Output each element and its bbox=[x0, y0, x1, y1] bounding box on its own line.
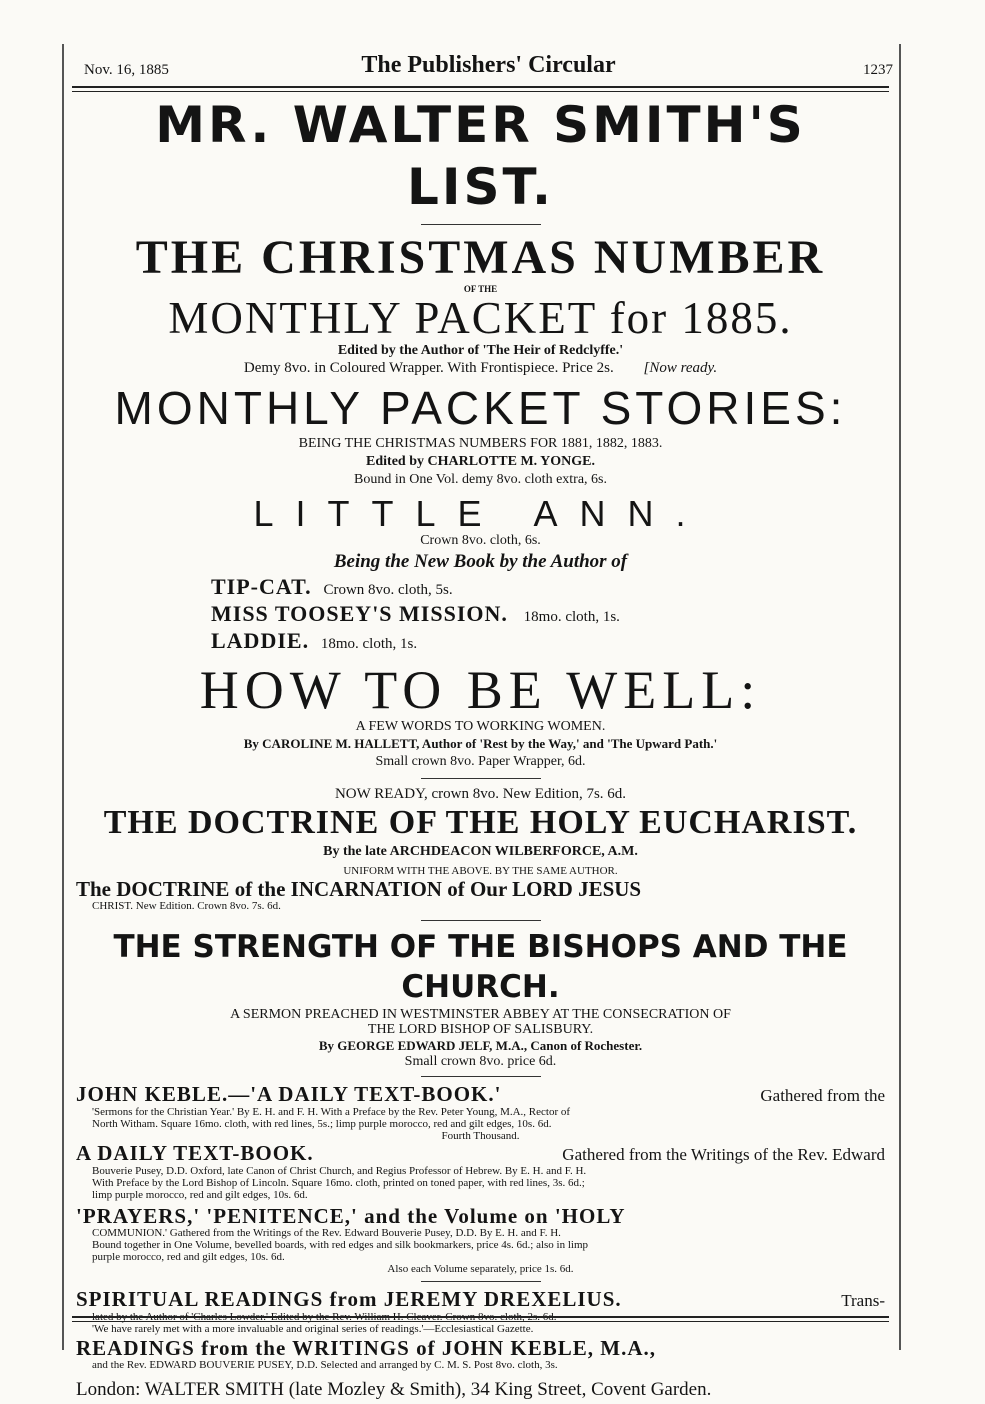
divider bbox=[421, 1076, 541, 1077]
eucharist-uniform: UNIFORM WITH THE ABOVE. BY THE SAME AUTHOR. bbox=[343, 865, 618, 877]
how-to-be-well-format: Small crown 8vo. Paper Wrapper, 6d. bbox=[375, 754, 586, 769]
header-title: The Publishers' Circular bbox=[361, 52, 616, 78]
prayers-line2: Bound together in One Volume, bevelled boards, with red edges and silk bookmarkers, price 4s. 6d.; also in limp bbox=[92, 1239, 589, 1251]
christmas-status: [Now ready. bbox=[643, 360, 718, 376]
stories-being: BEING THE CHRISTMAS NUMBERS FOR 1881, 1882, 1883. bbox=[298, 436, 663, 451]
daily-title-line bbox=[76, 1142, 885, 1165]
incarnation-title: The DOCTRINE of the INCARNATION of Our LORD JESUS bbox=[76, 877, 642, 901]
list-title: MR. WALTER SMITH'S LIST. bbox=[155, 96, 806, 216]
divider bbox=[421, 920, 541, 921]
footer-rule bbox=[72, 1316, 889, 1322]
divider bbox=[421, 224, 541, 225]
advertisement-list bbox=[76, 90, 885, 1403]
how-to-be-well-by: By CAROLINE M. HALLETT, Author of 'Rest by the Way,' and 'The Upward Path.' bbox=[243, 736, 718, 751]
strength-sermon-line2: THE LORD BISHOP OF SALISBURY. bbox=[367, 1022, 594, 1037]
keble-title-line bbox=[76, 1083, 885, 1106]
strength-section bbox=[76, 927, 885, 1077]
daily-title: A DAILY TEXT-BOOK. bbox=[76, 1141, 314, 1165]
christmas-details-line bbox=[76, 359, 885, 377]
stories-section bbox=[76, 381, 885, 489]
book-item-tip-cat bbox=[211, 575, 885, 602]
divider bbox=[421, 1281, 541, 1282]
keble-section bbox=[76, 1083, 885, 1142]
readings-title: READINGS from the WRITINGS of JOHN KEBLE, M.A., bbox=[76, 1336, 657, 1360]
daily-line1: Bouverie Pusey, D.D. Oxford, late Canon of Christ Church, and Regius Professor of Hebrew. By E. H. and F. H. bbox=[92, 1165, 587, 1177]
strength-format: Small crown 8vo. price 6d. bbox=[404, 1054, 557, 1069]
how-to-be-well-title: HOW TO BE WELL: bbox=[199, 660, 762, 720]
prayers-line1: COMMUNION.' Gathered from the Writings of the Rev. Edward Bouverie Pusey, D.D. By E. H. and F. H. bbox=[92, 1227, 561, 1239]
page-header bbox=[84, 50, 893, 80]
keble-line1: 'Sermons for the Christian Year.' By E. H. and F. H. With a Preface by the Rev. Peter Young, M.A., Rector of bbox=[92, 1106, 571, 1118]
right-border-rule bbox=[899, 44, 901, 1350]
divider bbox=[421, 778, 541, 779]
daily-line2: With Preface by the Lord Bishop of Lincoln. Square 16mo. cloth, printed on toned paper, with red lines, 3s. 6d.; bbox=[92, 1177, 585, 1189]
christmas-edited: Edited by the Author of 'The Heir of Redclyffe.' bbox=[337, 343, 624, 358]
christmas-title: THE CHRISTMAS NUMBER bbox=[135, 231, 826, 284]
little-ann-title: LITTLE ANN. bbox=[253, 493, 708, 534]
spiritual-trans: Trans- bbox=[841, 1291, 885, 1310]
book-title: MISS TOOSEY'S MISSION. bbox=[211, 601, 508, 626]
keble-line2: North Witham. Square 16mo. cloth, with red lines, 5s.; limp purple morocco, red and gilt edges, 10s. 6d. bbox=[92, 1118, 552, 1130]
prayers-title: 'PRAYERS,' 'PENITENCE,' and the Volume on 'HOLY bbox=[76, 1204, 626, 1228]
author-book-list bbox=[211, 575, 885, 656]
prayers-section bbox=[76, 1205, 885, 1282]
incarnation-details: CHRIST. New Edition. Crown 8vo. 7s. 6d. bbox=[92, 900, 281, 912]
little-ann-being: Being the New Book by the Author of bbox=[333, 551, 628, 572]
little-ann-section bbox=[76, 495, 885, 656]
header-page-number: 1237 bbox=[863, 62, 893, 78]
strength-by: By GEORGE EDWARD JELF, M.A., Canon of Rochester. bbox=[318, 1038, 643, 1053]
prayers-line3: purple morocco, red and gilt edges, 10s. 6d. bbox=[92, 1251, 285, 1263]
book-format: 18mo. cloth, 1s. bbox=[320, 636, 418, 652]
book-format: Crown 8vo. cloth, 5s. bbox=[323, 582, 453, 598]
stories-title: MONTHLY PACKET STORIES: bbox=[114, 382, 847, 434]
daily-gathered: Gathered from the Writings of the Rev. Edward bbox=[562, 1145, 885, 1164]
daily-text-book-section bbox=[76, 1142, 885, 1201]
strength-title: THE STRENGTH OF THE BISHOPS AND THE CHURCH. bbox=[113, 929, 848, 1005]
keble-title: JOHN KEBLE.—'A DAILY TEXT-BOOK.' bbox=[76, 1082, 502, 1106]
little-ann-format: Crown 8vo. cloth, 6s. bbox=[420, 533, 541, 548]
book-title: TIP-CAT. bbox=[211, 574, 312, 599]
christmas-details: Demy 8vo. in Coloured Wrapper. With Frontispiece. Price 2s. bbox=[243, 360, 614, 376]
keble-thousand: Fourth Thousand. bbox=[441, 1130, 520, 1142]
eucharist-now-ready: NOW READY, crown 8vo. New Edition, 7s. 6d. bbox=[334, 786, 627, 802]
keble-readings-section bbox=[76, 1337, 885, 1371]
keble-gathered: Gathered from the bbox=[760, 1086, 885, 1105]
how-to-be-well-section bbox=[76, 662, 885, 779]
strength-sermon-line1: A SERMON PREACHED IN WESTMINSTER ABBEY AT THE CONSECRATION OF bbox=[230, 1007, 731, 1022]
book-title: LADDIE. bbox=[211, 628, 310, 653]
spiritual-title-line bbox=[76, 1288, 885, 1311]
eucharist-section bbox=[76, 785, 885, 921]
eucharist-title: THE DOCTRINE OF THE HOLY EUCHARIST. bbox=[103, 804, 858, 841]
footer-imprint: London: WALTER SMITH (late Mozley & Smith), 34 King Street, Covent Garden. bbox=[76, 1379, 712, 1400]
readings-line1: and the Rev. EDWARD BOUVERIE PUSEY, D.D. Selected and arranged by C. M. S. Post 8vo. cloth, 3s. bbox=[92, 1359, 558, 1371]
spiritual-readings-section bbox=[76, 1288, 885, 1335]
stories-bound: Bound in One Vol. demy 8vo. cloth extra, 6s. bbox=[353, 472, 608, 487]
christmas-number-section bbox=[76, 231, 885, 377]
header-date: Nov. 16, 1885 bbox=[84, 62, 169, 78]
spiritual-line1: lated by the Author of 'Charles Lowder.' Edited by the Rev. William H. Cleaver. Crown 8vo. cloth, 2s. 6d. bbox=[92, 1311, 557, 1323]
eucharist-by: By the late ARCHDEACON WILBERFORCE, A.M. bbox=[323, 844, 638, 859]
how-to-be-well-subtitle: A FEW WORDS TO WORKING WOMEN. bbox=[355, 719, 606, 734]
prayers-also: Also each Volume separately, price 1s. 6d. bbox=[387, 1263, 574, 1275]
stories-edited: Edited by CHARLOTTE M. YONGE. bbox=[366, 454, 595, 469]
book-item-miss-toosey bbox=[211, 602, 885, 629]
book-format: 18mo. cloth, 1s. bbox=[523, 609, 620, 625]
book-item-laddie bbox=[211, 629, 885, 656]
spiritual-line2: 'We have rarely met with a more invaluable and original series of readings.'—Ecclesiastical Gazette. bbox=[92, 1323, 534, 1335]
left-border-rule bbox=[62, 44, 64, 1350]
monthly-packet-title: MONTHLY PACKET for 1885. bbox=[168, 293, 793, 343]
of-the-label: OF THE bbox=[463, 284, 498, 294]
spiritual-title: SPIRITUAL READINGS from JEREMY DREXELIUS. bbox=[76, 1287, 622, 1311]
daily-line3: limp purple morocco, red and gilt edges, 10s. 6d. bbox=[92, 1189, 308, 1201]
